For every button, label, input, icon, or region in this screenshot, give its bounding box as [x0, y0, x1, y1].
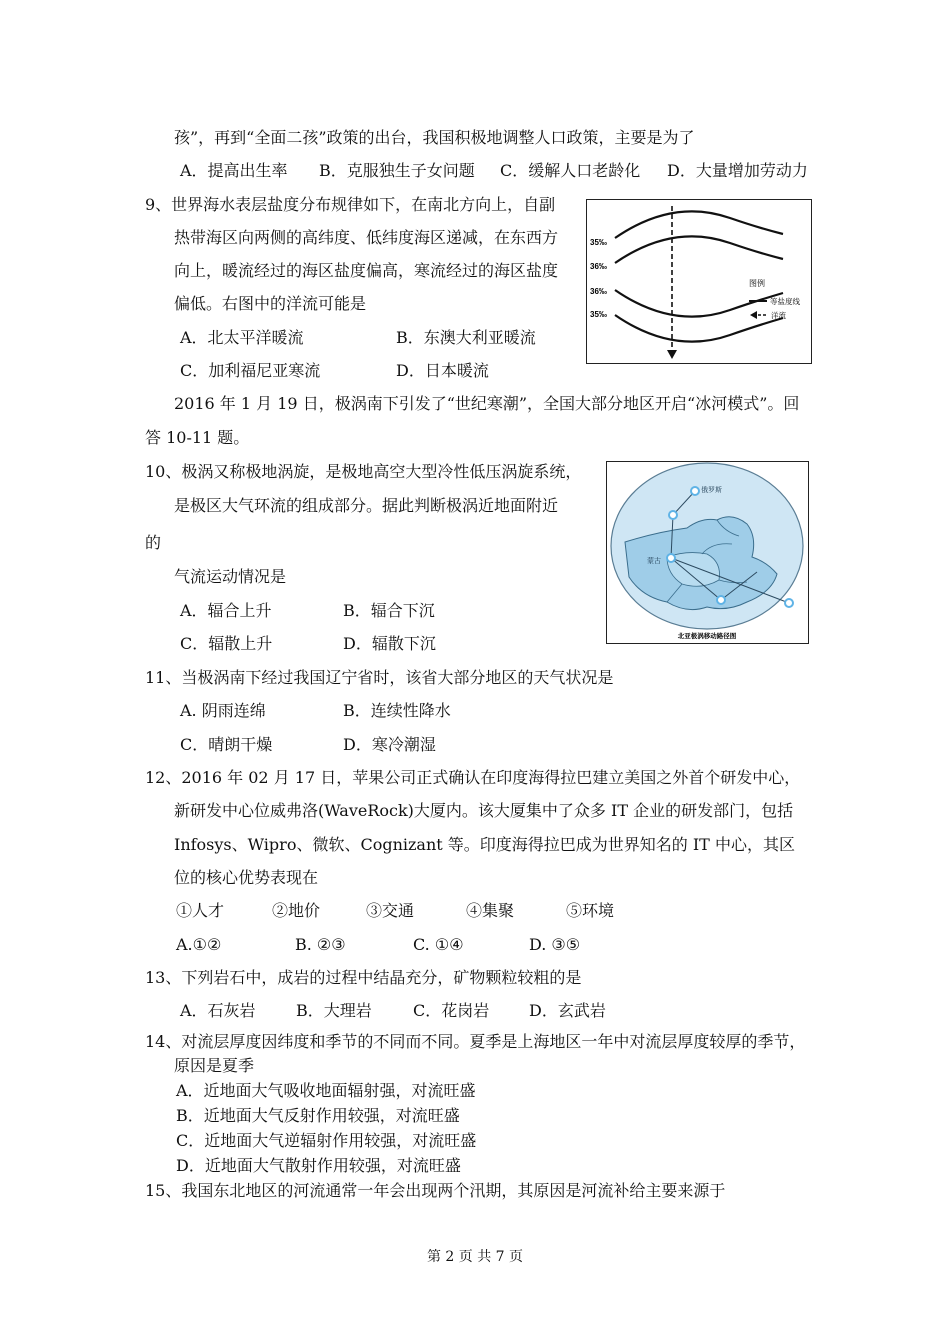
q12-line-1: 12、2016 年 02 月 17 日，苹果公司正式确认在印度海得拉巴建立美国之外首个研发中心，	[145, 768, 801, 787]
q9-option-d: D．日本暖流	[396, 361, 489, 380]
q11-option-c: C．晴朗干燥	[180, 735, 273, 754]
q10-option-a: A．辐合上升	[180, 601, 272, 620]
q14-option-a: A．近地面大气吸收地面辐射强，对流旺盛	[176, 1081, 476, 1100]
isohaline-label-3: 36‰	[590, 287, 607, 296]
map-label-russia: 俄罗斯	[701, 487, 722, 494]
q12-item-2: ②地价	[272, 901, 321, 920]
q14-option-d: D．近地面大气散射作用较强，对流旺盛	[176, 1156, 461, 1175]
q8-option-b: B．克服独生子女问题	[319, 161, 475, 180]
q9-option-b: B．东澳大利亚暖流	[396, 328, 536, 347]
q9-option-a: A．北太平洋暖流	[180, 328, 304, 347]
q15-stem: 15、我国东北地区的河流通常一年会出现两个汛期，其原因是河流补给主要来源于	[145, 1181, 726, 1200]
q9-line-1: 9、世界海水表层盐度分布规律如下，在南北方向上，自副	[145, 195, 556, 214]
polar-vortex-map	[606, 461, 809, 644]
q8-stem-tail: 孩”，再到“全面二孩”政策的出台，我国积极地调整人口政策，主要是为了	[174, 128, 695, 147]
q10-option-b: B．辐合下沉	[343, 601, 435, 620]
q10-line-4: 气流运动情况是	[174, 567, 287, 586]
q14-line-2: 原因是夏季	[174, 1056, 255, 1075]
map-caption: 北亚极涡移动路径图	[677, 633, 737, 640]
q9-line-2: 热带海区向两侧的高纬度、低纬度海区递减，在东西方	[174, 228, 559, 247]
legend-current: 洋流	[771, 311, 786, 320]
q11-option-b: B．连续性降水	[343, 701, 451, 720]
q9-option-c: C．加利福尼亚寒流	[180, 361, 321, 380]
q14-option-b: B．近地面大气反射作用较强，对流旺盛	[176, 1106, 460, 1125]
q12-item-3: ③交通	[366, 901, 415, 920]
q13-option-a: A．石灰岩	[180, 1001, 256, 1020]
salinity-figure	[586, 199, 812, 364]
q11-stem: 11、当极涡南下经过我国辽宁省时，该省大部分地区的天气状况是	[145, 668, 614, 687]
q11-option-a: A. 阴雨连绵	[180, 701, 266, 720]
q11-option-d: D．寒冷潮湿	[343, 735, 436, 754]
q10-line-2: 是极区大气环流的组成部分。据此判断极涡近地面附近	[174, 496, 559, 515]
q12-line-3: Infosys、Wipro、微软、Cognizant 等。印度海得拉巴成为世界知名的 IT 中心，其区	[174, 835, 795, 854]
q12-item-1: ①人才	[176, 901, 225, 920]
q12-line-4: 位的核心优势表现在	[174, 868, 319, 887]
map-label-mongolia: 蒙古	[647, 558, 661, 565]
q13-option-b: B．大理岩	[296, 1001, 372, 1020]
q14-option-c: C．近地面大气逆辐射作用较强，对流旺盛	[176, 1131, 477, 1150]
q13-stem: 13、下列岩石中，成岩的过程中结晶充分，矿物颗粒较粗的是	[145, 968, 582, 987]
isohaline-label-1: 35‰	[590, 238, 607, 247]
q9-line-4: 偏低。右图中的洋流可能是	[174, 294, 367, 313]
q12-item-4: ④集聚	[466, 901, 515, 920]
q10-option-d: D．辐散下沉	[343, 634, 436, 653]
q12-option-a: A.①②	[176, 935, 222, 954]
q12-option-d: D. ③⑤	[529, 935, 581, 954]
q8-option-a: A．提高出生率	[180, 161, 288, 180]
q10-line-3: 的	[145, 533, 162, 552]
q9-line-3: 向上，暖流经过的海区盐度偏高，寒流经过的海区盐度	[174, 261, 559, 280]
intro-10-11-line-2: 答 10-11 题。	[145, 428, 250, 447]
isohaline-label-2: 36‰	[590, 262, 607, 271]
legend-isohaline: 等盐度线	[770, 297, 800, 306]
q14-line-1: 14、对流层厚度因纬度和季节的不同而不同。夏季是上海地区一年中对流层厚度较厚的季节，	[145, 1032, 806, 1051]
q12-item-5: ⑤环境	[566, 901, 615, 920]
q8-option-c: C．缓解人口老龄化	[500, 161, 641, 180]
q13-option-c: C．花岗岩	[413, 1001, 490, 1020]
q13-option-d: D．玄武岩	[529, 1001, 606, 1020]
legend-title: 图例	[749, 279, 765, 288]
q10-line-1: 10、极涡又称极地涡旋，是极地高空大型冷性低压涡旋系统，	[145, 462, 582, 481]
isohaline-label-4: 35‰	[590, 310, 607, 319]
q12-option-c: C. ①④	[413, 935, 464, 954]
q8-option-d: D．大量增加劳动力	[667, 161, 808, 180]
q12-line-2: 新研发中心位威弗洛(WaveRock)大厦内。该大厦集中了众多 IT 企业的研发部门，包括	[174, 801, 794, 820]
page-number: 第 2 页 共 7 页	[426, 1249, 524, 1265]
intro-10-11-line-1: 2016 年 1 月 19 日，极涡南下引发了“世纪寒潮”，全国大部分地区开启“冰河模式”。回	[174, 394, 800, 413]
q10-option-c: C．辐散上升	[180, 634, 273, 653]
q12-option-b: B. ②③	[295, 935, 346, 954]
